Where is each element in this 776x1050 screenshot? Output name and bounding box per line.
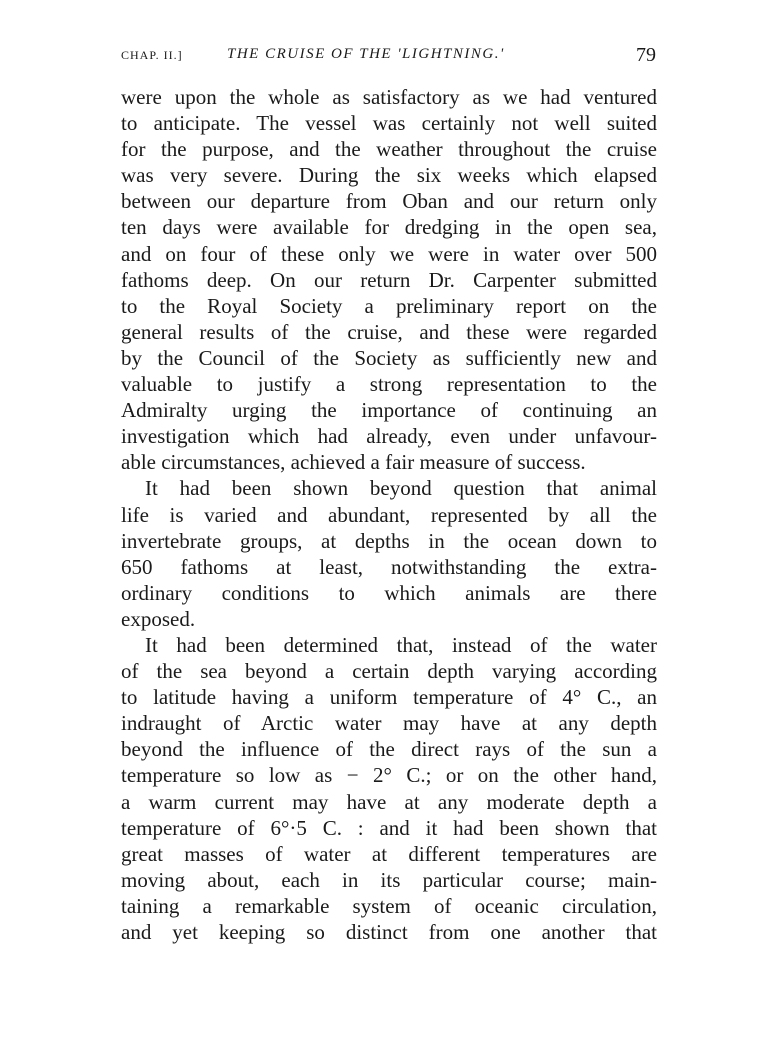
text-line: for the purpose, and the weather throughout the cruise: [121, 137, 657, 162]
page-number: 79: [636, 44, 656, 66]
text-line: moving about, each in its particular course; main-: [121, 867, 657, 892]
text-line: ordinary conditions to which animals are there: [121, 580, 657, 605]
text-line: Admiralty urging the importance of continuing an: [121, 398, 657, 423]
chapter-label: CHAP. II.]: [121, 48, 183, 62]
text-line: investigation which had already, even under unfavour-: [121, 424, 657, 449]
running-header: [121, 44, 656, 72]
text-line: 650 fathoms at least, notwithstanding the extra-: [121, 554, 657, 579]
text-line: great masses of water at different temperatures are: [121, 841, 657, 866]
text-line: was very severe. During the six weeks which elapsed: [121, 163, 657, 188]
text-line: to latitude having a uniform temperature of 4° C., an: [121, 685, 657, 710]
text-line: fathoms deep. On our return Dr. Carpenter submitted: [121, 267, 657, 292]
text-line: It had been determined that, instead of the water: [145, 632, 657, 657]
text-line: valuable to justify a strong representation to the: [121, 372, 657, 397]
running-title: THE CRUISE OF THE 'LIGHTNING.': [227, 46, 505, 62]
body-text: [121, 84, 657, 945]
text-line: a warm current may have at any moderate depth a: [121, 789, 657, 814]
text-line: and yet keeping so distinct from one another that: [121, 920, 657, 944]
text-line: general results of the cruise, and these were regarded: [121, 319, 657, 344]
text-line: by the Council of the Society as sufficiently new and: [121, 345, 657, 370]
text-line: of the sea beyond a certain depth varying according: [121, 659, 657, 684]
text-line: taining a remarkable system of oceanic circulation,: [121, 893, 657, 918]
text-line: ten days were available for dredging in the open sea,: [121, 215, 657, 240]
text-line: beyond the influence of the direct rays of the sun a: [121, 737, 657, 762]
text-line: to anticipate. The vessel was certainly not well suited: [121, 111, 657, 136]
text-line: temperature of 6°·5 C. : and it had been shown that: [121, 815, 657, 840]
text-line: indraught of Arctic water may have at any depth: [121, 711, 657, 736]
text-line: to the Royal Society a preliminary report on the: [121, 293, 657, 318]
text-line: exposed.: [121, 606, 196, 631]
text-line: It had been shown beyond question that animal: [145, 476, 657, 501]
text-line: temperature so low as − 2° C.; or on the other hand,: [121, 763, 657, 788]
text-line: able circumstances, achieved a fair measure of success.: [121, 450, 586, 475]
text-line: life is varied and abundant, represented by all the: [121, 502, 657, 527]
text-line: and on four of these only we were in water over 500: [121, 241, 657, 266]
text-line: were upon the whole as satisfactory as we had ventured: [121, 85, 657, 109]
text-line: invertebrate groups, at depths in the ocean down to: [121, 528, 657, 553]
text-line: between our departure from Oban and our return only: [121, 189, 657, 214]
